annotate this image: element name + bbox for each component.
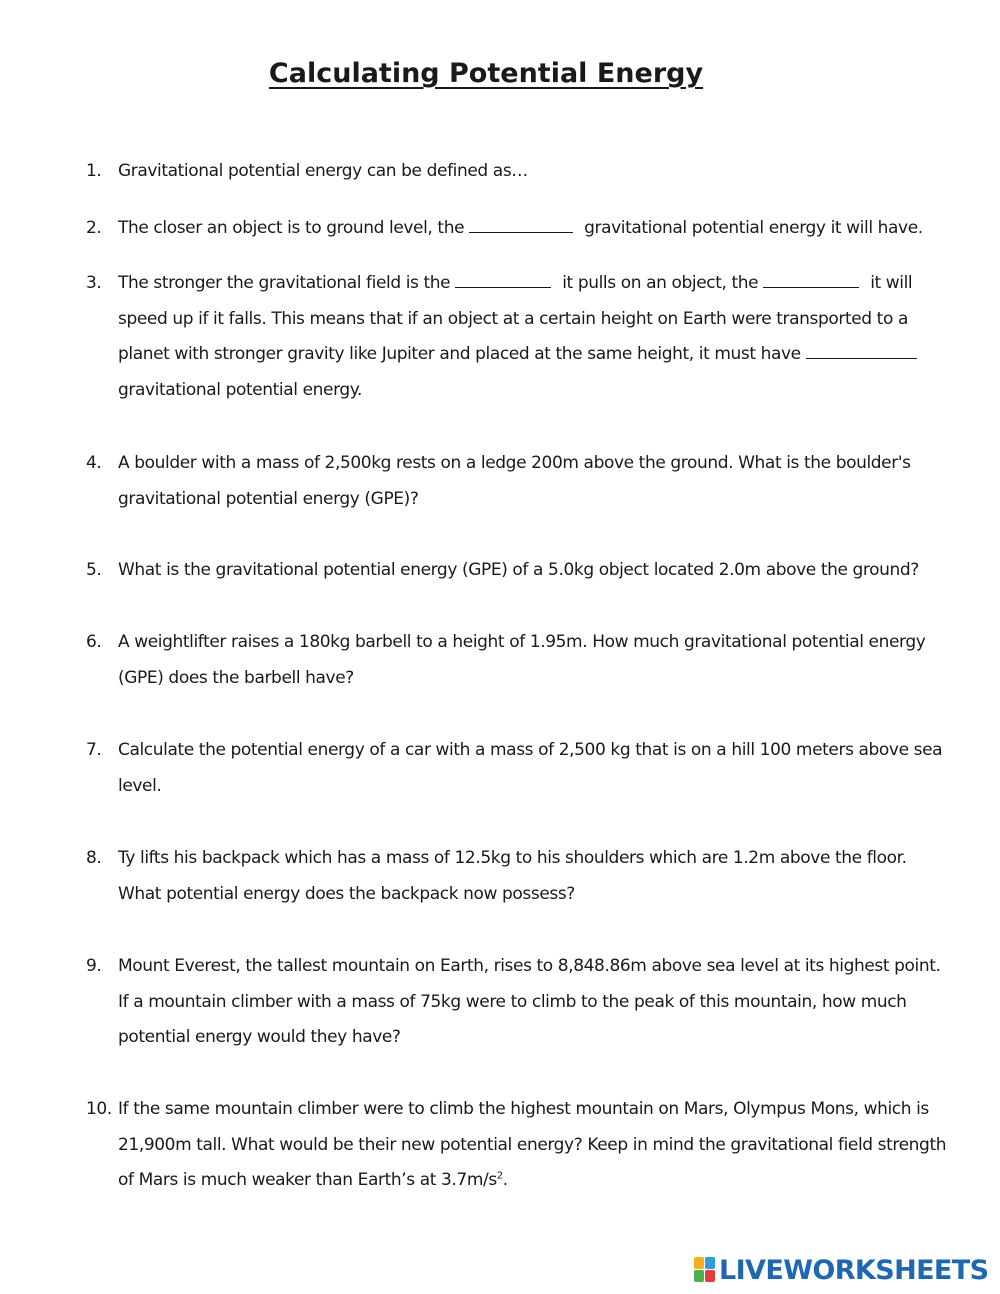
question-number: 8. [86, 848, 102, 868]
question-text-part: it will speed up if it falls. This means that if an object at a certain height on Earth were transported to a planet with stronger gravity like Jupiter and placed at the same height, it must have [118, 273, 913, 365]
question-text [118, 1092, 954, 1199]
answer-blank[interactable] [806, 344, 917, 359]
question-text-main: If the same mountain climber were to climb the highest mountain on Mars, Olympus Mons, which is 21,900m tall. What would be their new potential energy? Keep in mind the gravitational field strength of Mars is much weaker than Earth’s at 3.7m/s [118, 1099, 947, 1191]
question-number: 6. [86, 632, 102, 652]
question-number: 4. [86, 453, 102, 473]
question-text-part: it pulls on an object, the [557, 273, 764, 293]
question-number: 5. [86, 560, 102, 580]
question-9 [86, 949, 954, 1056]
page-title: Calculating Potential Energy [268, 58, 704, 89]
question-4 [86, 446, 954, 517]
question-text-part: gravitational potential energy. [118, 380, 363, 401]
question-text [118, 266, 954, 409]
liveworksheets-logo [694, 1254, 988, 1286]
question-number: 10. [86, 1099, 112, 1119]
question-text: Calculate the potential energy of a car with a mass of 2,500 kg that is on a hill 100 meters above sea level. [118, 740, 943, 796]
question-number: 7. [86, 740, 102, 760]
answer-blank[interactable] [455, 273, 551, 288]
question-3 [86, 266, 954, 409]
question-text: Ty lifts his backpack which has a mass of 12.5kg to his shoulders which are 1.2m above the floor. What potential energy does the backpack now possess? [118, 848, 907, 904]
question-text [118, 211, 954, 247]
question-number: 2. [86, 218, 102, 238]
logo-mark-icon [694, 1257, 716, 1283]
question-7 [86, 733, 954, 804]
question-2 [86, 211, 954, 247]
question-text-part: The stronger the gravitational field is the [118, 273, 456, 293]
question-number: 9. [86, 956, 102, 976]
answer-blank[interactable] [763, 273, 859, 288]
question-1 [86, 154, 954, 190]
question-text-end: . [502, 1170, 508, 1191]
question-text: Gravitational potential energy can be defined as… [118, 161, 528, 181]
question-text-after: gravitational potential energy it will have. [579, 218, 923, 238]
question-10 [86, 1092, 954, 1199]
question-text: Mount Everest, the tallest mountain on Earth, rises to 8,848.86m above sea level at its highest point. If a mountain climber with a mass of 75kg were to climb to the peak of this mountain, how much potential energy would they have? [118, 956, 941, 1048]
question-5 [86, 553, 954, 589]
question-text: A boulder with a mass of 2,500kg rests on a ledge 200m above the ground. What is the boulder's gravitational potential energy (GPE)? [118, 453, 911, 509]
question-text: What is the gravitational potential energy (GPE) of a 5.0kg object located 2.0m above the ground? [118, 560, 919, 580]
question-number: 3. [86, 273, 102, 293]
question-text: A weightlifter raises a 180kg barbell to a height of 1.95m. How much gravitational potential energy (GPE) does the barbell have? [118, 632, 926, 688]
answer-blank[interactable] [469, 218, 573, 233]
question-number: 1. [86, 161, 102, 181]
question-8 [86, 841, 954, 912]
question-text-before: The closer an object is to ground level, the [118, 218, 470, 238]
superscript: 2 [496, 1170, 503, 1182]
logo-text: LIVEWORKSHEETS [719, 1254, 989, 1286]
question-6 [86, 625, 954, 696]
